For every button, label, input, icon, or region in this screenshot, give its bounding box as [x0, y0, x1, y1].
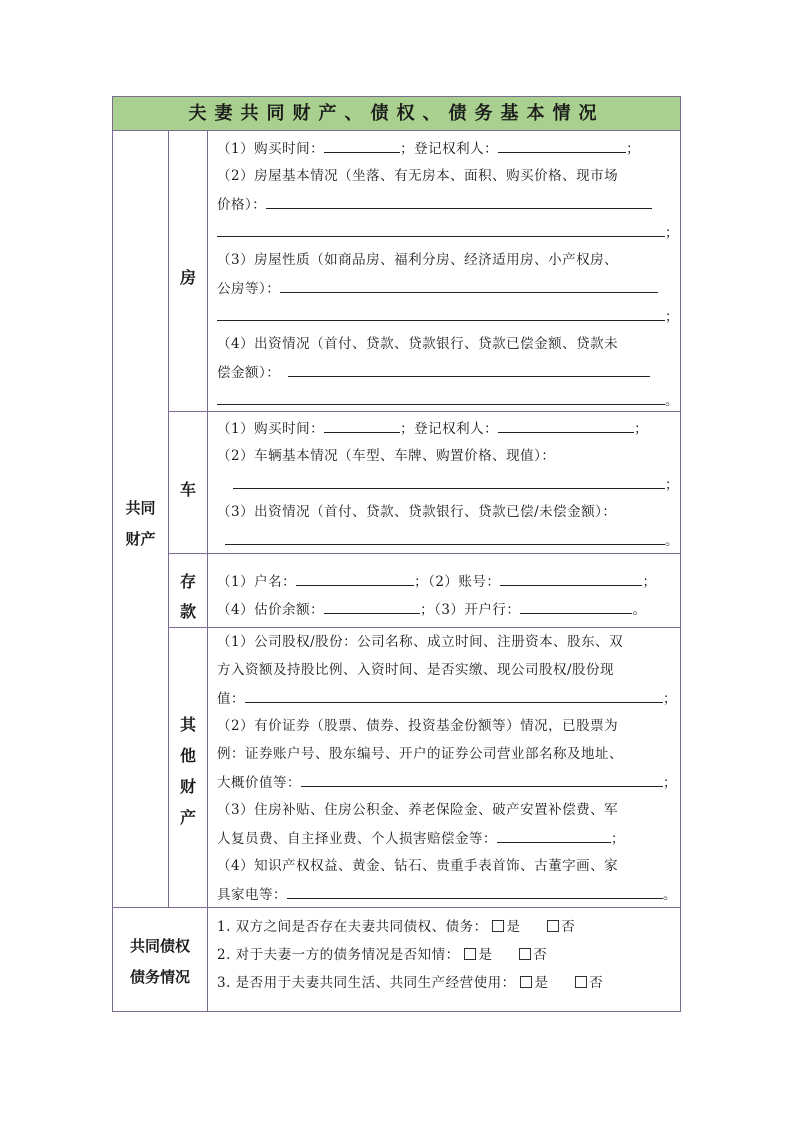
- other-line-10: [217, 884, 679, 905]
- deposit-line-2-end: 。: [632, 602, 647, 618]
- deposit-label: [176, 567, 200, 627]
- other-line-8-end: ；: [611, 831, 625, 847]
- car-line-1: [217, 418, 679, 439]
- debts-q3-no-label: 否: [589, 975, 604, 991]
- house-line-3b: [217, 278, 679, 299]
- car-funding-field[interactable]: [225, 530, 665, 545]
- house-line-1-end: ；: [626, 141, 641, 157]
- other-line-3: [217, 688, 679, 709]
- debts-q2-yes-label: 是: [478, 947, 493, 963]
- property-table: [112, 96, 681, 1012]
- house-type-field[interactable]: [280, 278, 658, 293]
- car-owner-field[interactable]: [498, 418, 634, 433]
- debts-q1: [217, 917, 679, 937]
- debts-label-line1: 共同债权: [129, 937, 190, 955]
- bank-label: ；（3）开户行：: [420, 602, 521, 618]
- account-no-label: ；（2）账号：: [414, 574, 501, 590]
- house-info-label: 价格）：: [217, 197, 267, 213]
- house-info-field[interactable]: [266, 194, 652, 209]
- other-property-label: [176, 709, 200, 833]
- car-line-1-end: ；: [634, 421, 649, 437]
- debts-q2-no[interactable]: [519, 945, 547, 965]
- debts-q3: [217, 973, 679, 993]
- house-line-4c: [217, 390, 679, 411]
- row-divider-deposit-other: [168, 627, 680, 628]
- car-line-3-end: 。: [665, 533, 679, 549]
- checkbox-icon[interactable]: [520, 976, 532, 988]
- checkbox-icon[interactable]: [492, 920, 504, 932]
- debts-q3-yes[interactable]: [520, 973, 548, 993]
- account-name-field[interactable]: [296, 571, 414, 586]
- debts-q2: [217, 945, 679, 965]
- other-line-6: [217, 772, 679, 793]
- house-type-label: 公房等）：: [217, 281, 281, 297]
- subsidy-field[interactable]: [497, 828, 611, 843]
- house-funding-label: 偿金额）：: [217, 365, 281, 381]
- car-purchase-time-field[interactable]: [324, 418, 400, 433]
- debts-q1-no-label: 否: [561, 919, 576, 935]
- deposit-line-2: [217, 599, 679, 620]
- other-line-9: （4）知识产权权益、黄金、钻石、贵重手表首饰、古董字画、家: [217, 858, 619, 874]
- house-owner-label: ；登记权利人：: [400, 141, 499, 157]
- deposit-line-1: [217, 571, 679, 592]
- debts-q3-yes-label: 是: [534, 975, 549, 991]
- deposit-line-1-end: ；: [642, 574, 657, 590]
- debts-q2-yes[interactable]: [464, 945, 492, 965]
- house-info-field-2[interactable]: [217, 222, 665, 237]
- account-name-label: （1）户名：: [217, 574, 297, 590]
- debts-label-line2: 债务情况: [129, 968, 190, 986]
- car-line-2: （2）车辆基本情况（车型、车牌、购置价格、现值）：: [217, 448, 556, 464]
- debts-q3-text: 3. 是否用于夫妻共同生活、共同生产经营使用：: [217, 975, 516, 991]
- car-line-3: （3）出资情况（首付、贷款、贷款银行、贷款已偿/未偿金额）：: [217, 504, 617, 520]
- other-line-10-end: 。: [663, 887, 677, 903]
- debts-q1-no[interactable]: [547, 917, 575, 937]
- car-line-2b: [217, 474, 679, 495]
- house-line-3c-end: ；: [665, 309, 679, 325]
- checkbox-icon[interactable]: [464, 948, 476, 960]
- securities-value-label: 大概价值等：: [217, 775, 301, 791]
- house-line-4a: （4）出资情况（首付、贷款、贷款银行、贷款已偿金额、贷款未: [217, 336, 619, 352]
- bank-field[interactable]: [520, 599, 632, 614]
- common-property-label: [113, 493, 168, 555]
- debts-q3-no[interactable]: [575, 973, 603, 993]
- other-label-char-2: 他: [179, 746, 196, 765]
- balance-field[interactable]: [324, 599, 420, 614]
- checkbox-icon[interactable]: [519, 948, 531, 960]
- house-line-1: [217, 138, 679, 159]
- other-line-3-end: ；: [663, 691, 677, 707]
- deposit-label-char-1: 存: [179, 572, 196, 591]
- other-line-1: （1）公司股权/股份：公司名称、成立时间、注册资本、股东、双: [217, 634, 624, 650]
- ip-label: 具家电等：: [217, 887, 287, 903]
- account-no-field[interactable]: [500, 571, 642, 586]
- other-line-5: 例：证券账户号、股东编号、开户的证券公司营业部名称及地址、: [217, 746, 623, 762]
- house-line-2c: [217, 222, 679, 243]
- other-label-char-3: 财: [179, 777, 196, 796]
- row-divider-property-debts: [113, 907, 680, 908]
- other-line-6-end: ；: [663, 775, 677, 791]
- balance-label: （4）估价余额：: [217, 602, 325, 618]
- car-label: 车: [179, 480, 196, 499]
- house-line-2c-end: ；: [665, 225, 679, 241]
- debts-q1-yes-label: 是: [506, 919, 521, 935]
- debts-label: [113, 931, 207, 993]
- house-owner-field[interactable]: [498, 138, 626, 153]
- other-line-2: 方入资额及持股比例、入资时间、是否实缴、现公司股权/股份现: [217, 662, 615, 678]
- debts-q1-yes[interactable]: [492, 917, 520, 937]
- house-line-3a: （3）房屋性质（如商品房、福利分房、经济适用房、小产权房、: [217, 252, 619, 268]
- house-line-2a: （2）房屋基本情况（坐落、有无房本、面积、购买价格、现市场: [217, 168, 619, 184]
- house-funding-field[interactable]: [288, 362, 650, 377]
- house-label: 房: [179, 268, 196, 287]
- checkbox-icon[interactable]: [547, 920, 559, 932]
- house-line-2b: [217, 194, 679, 215]
- row-divider-house-car: [168, 411, 680, 412]
- securities-value-field[interactable]: [301, 772, 663, 787]
- other-label-char-4: 产: [179, 808, 196, 827]
- house-purchase-time-field[interactable]: [324, 138, 400, 153]
- car-line-2-end: ；: [665, 477, 679, 493]
- common-property-label-line2: 财产: [125, 530, 156, 548]
- car-line-3b: [217, 530, 679, 551]
- common-property-label-line1: 共同: [125, 499, 156, 517]
- equity-value-label: 值：: [217, 691, 245, 707]
- checkbox-icon[interactable]: [575, 976, 587, 988]
- car-owner-label: ；登记权利人：: [400, 421, 499, 437]
- debts-q2-no-label: 否: [533, 947, 548, 963]
- debts-q1-text: 1. 双方之间是否存在夫妻共同债权、债务：: [217, 919, 488, 935]
- other-label-char-1: 其: [179, 715, 196, 734]
- house-purchase-time-label: （1）购买时间：: [217, 141, 325, 157]
- house-line-4b: [217, 362, 679, 383]
- row-divider-car-deposit: [168, 553, 680, 554]
- deposit-label-char-2: 款: [179, 602, 196, 621]
- house-line-4c-end: 。: [665, 393, 679, 409]
- col-divider-2: [207, 131, 208, 1011]
- ip-field[interactable]: [287, 884, 663, 899]
- car-purchase-time-label: （1）购买时间：: [217, 421, 325, 437]
- other-line-8: [217, 828, 679, 849]
- car-info-field[interactable]: [233, 474, 665, 489]
- subsidy-label: 人复员费、自主择业费、个人损害赔偿金等：: [217, 831, 497, 847]
- house-type-field-2[interactable]: [217, 306, 665, 321]
- col-divider-1: [168, 131, 169, 907]
- other-line-7: （3）住房补贴、住房公积金、养老保险金、破产安置补偿费、军: [217, 802, 619, 818]
- equity-value-field[interactable]: [245, 688, 663, 703]
- other-line-4: （2）有价证券（股票、债券、投资基金份额等）情况，已股票为: [217, 718, 619, 734]
- debts-q2-text: 2. 对于夫妻一方的债务情况是否知情：: [217, 947, 460, 963]
- table-title: 夫妻共同财产、债权、债务基本情况: [113, 97, 680, 131]
- house-funding-field-2[interactable]: [217, 390, 665, 405]
- house-line-3c: [217, 306, 679, 327]
